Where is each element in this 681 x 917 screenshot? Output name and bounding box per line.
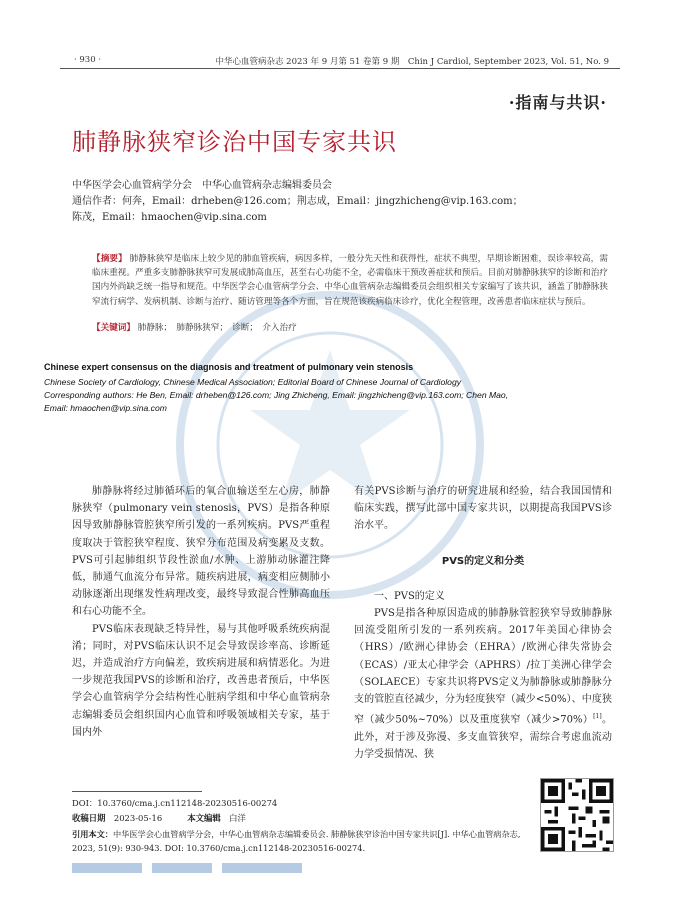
header-divider	[60, 68, 620, 69]
footnote-divider	[72, 791, 202, 792]
journal-header: 中华心血管病杂志 2023 年 9 月第 51 卷第 9 期 Chin J Cardiol, September 2023, Vol. 51, No. 9	[215, 57, 609, 67]
body-paragraph	[354, 605, 612, 763]
body-paragraph: PVS临床表现缺乏特异性，易与其他呼吸系统疾病混淆；同时，对PVS临床认识不足会导致误诊率高、诊断延迟，并造成治疗方向偏差，致疾病进展和病情恶化。为进一步规范我国PVS的诊断和治疗，改善患者预后，中华医学会心血管病学分会结构性心脏病学组和中华心血管病杂志编辑委员会组织国内心血管和呼吸领域相关专家，基于国内外	[72, 623, 330, 738]
corresponding-authors-2: 陈茂，Email：hmaochen@vip.sina.com	[72, 212, 267, 223]
publisher-logos	[72, 860, 312, 874]
article-meta	[72, 796, 532, 825]
received-date: 2023-05-16	[113, 812, 163, 823]
english-corresponding: Corresponding authors: He Ben, Email: drheben@126.com; Jing Zhicheng, Email: jingzhicheng@vip.163.com; Chen Mao, Email: hmaochen@vip.sina.com	[44, 389, 509, 413]
qr-code-icon[interactable]	[540, 778, 614, 852]
page-number: · 930 ·	[74, 55, 102, 65]
reference-marker[interactable]: [1]	[593, 713, 602, 721]
received-label: 收稿日期	[72, 812, 106, 823]
abstract	[92, 252, 608, 309]
citation-text: 中华医学会心血管病学分会，中华心血管病杂志编辑委员会. 肺静脉狭窄诊治中国专家共识[J]. 中华心血管病杂志, 2023, 51(9): 930-943. DOI: 10.3760/cma.j.cn112148-20230516-00274.	[72, 829, 521, 853]
editor-label: 本文编辑	[187, 812, 221, 823]
abstract-text: 肺静脉狭窄是临床上较少见的肺血管疾病，病因多样，一般分先天性和获得性，症状不典型，早期诊断困难，误诊率较高，需临床重视。严重多支肺静脉狭窄可发展成肺高血压，甚至右心功能不全，必需临床干预改善症状和预后。目前对肺静脉狭窄的诊断和治疗国内外尚缺乏统一指导和规范。中华医学会心血管病学分会、中华心血管病杂志编辑委员会组织相关专家编写了该共识，涵盖了肺静脉狭窄流行病学、发病机制、诊断与治疗、随访管理等各个方面，旨在规范该疾病临床诊疗，优化全程管理，改善患者临床症状与预后。	[92, 254, 608, 307]
body-text: 。此外，对于涉及弥漫、多支血管狭窄，需综合考虑血流动力学受损情况、狭	[354, 714, 613, 760]
keywords	[92, 321, 608, 333]
abstract-label: 【摘要】	[92, 254, 127, 264]
citation-label: 引用本文：	[72, 829, 113, 839]
author-block	[72, 178, 612, 226]
subsection-heading: 一、PVS的定义	[374, 590, 445, 602]
dates-editor	[72, 811, 532, 826]
corresponding-authors-1: 通信作者：何奔，Email：drheben@126.com；荆志成，Email：jingzhicheng@vip.163.com；	[72, 196, 523, 207]
body-paragraph: 有关PVS诊断与治疗的研究进展和经验，结合我国国情和临床实践，撰写此部中国专家共识，以期提高我国PVS诊治水平。	[354, 486, 612, 532]
page-title: 肺静脉狭窄诊治中国专家共识	[72, 128, 397, 156]
body-column-right	[354, 483, 612, 763]
keywords-label: 【关键词】	[92, 323, 135, 333]
keywords-text: 肺静脉； 肺静脉狭窄； 诊断； 介入治疗	[137, 323, 297, 333]
citation	[72, 827, 532, 855]
body-column-left	[72, 483, 330, 741]
editor-name: 白洋	[229, 812, 246, 823]
english-authors	[44, 376, 514, 414]
body-text: PVS是指各种原因造成的肺静脉管腔狭窄导致肺静脉回流受阻所引发的一系列疾病。2017年美国心律协会（HRS）/欧洲心律协会（EHRA）/欧洲心律失常协会（ECAS）/亚太心律学会（APHRS）/拉丁美洲心律学会（SOLAECE）专家共识将PVS定义为肺静脉或肺静脉分支的管腔直径减少，分为轻度狭窄（减少<50%）、中度狭窄（减少50%~70%）以及重度狭窄（减少>70%）	[354, 608, 612, 726]
body-paragraph: 肺静脉将经过肺循环后的氧合血输送至左心房，肺静脉狭窄（pulmonary vein stenosis，PVS）是指各种原因导致肺静脉管腔狭窄所引发的一系列疾病。PVS严重程度取决于管腔狭窄程度、狭窄分布范围及病变累及支数。PVS可引起肺组织节段性淤血/水肿、上游肺动脉灌注降低，肺通气血流分布异常。随疾病进展，病变相应侧肺小动脉逐渐出现继发性病理改变，最终导致混合性肺高血压和右心功能不全。	[72, 486, 330, 618]
section-heading: PVS的定义和分类	[441, 555, 525, 567]
english-title: Chinese expert consensus on the diagnosis and treatment of pulmonary vein stenosis	[44, 362, 414, 372]
doi[interactable]: DOI：10.3760/cma.j.cn112148-20230516-00274	[72, 798, 278, 808]
english-organizations: Chinese Society of Cardiology, Chinese Medical Association; Editorial Board of Chinese Journal of Cardiology	[44, 377, 462, 387]
author-organizations: 中华医学会心血管病学分会 中华心血管病杂志编辑委员会	[72, 180, 332, 191]
section-tag: ·指南与共识·	[508, 93, 607, 112]
